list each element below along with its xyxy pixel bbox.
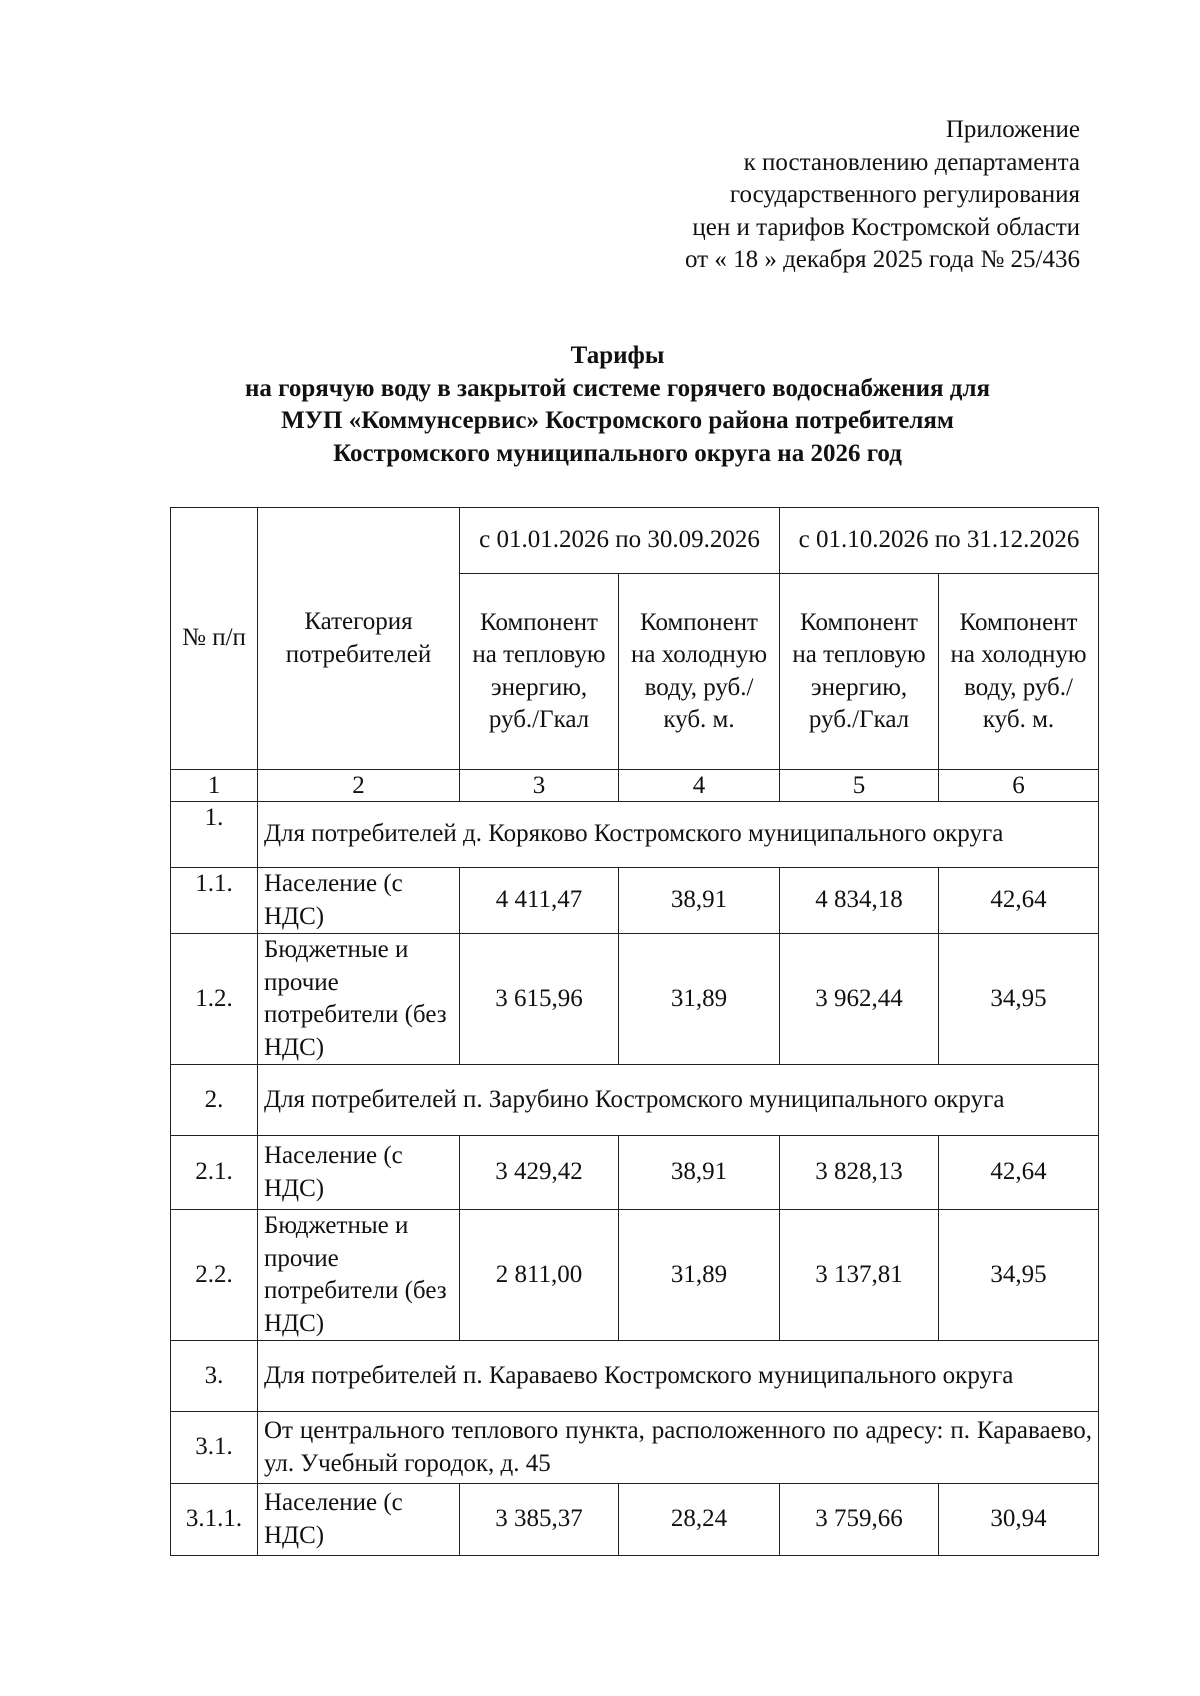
row-value: 3 137,81 [780,1210,939,1341]
column-number: 1 [171,770,258,802]
row-value: 3 385,37 [460,1484,619,1556]
row-num: 1.2. [171,934,258,1065]
row-category: Бюджетные и прочие потребители (без НДС) [258,934,460,1065]
column-number: 2 [258,770,460,802]
section-row [171,1412,1099,1484]
document-title [0,340,1200,470]
appendix-block [685,114,1080,277]
row-value: 31,89 [619,934,780,1065]
table-header-row [171,508,1099,574]
row-value: 3 429,42 [460,1136,619,1210]
column-number: 6 [939,770,1099,802]
row-num: 1.1. [171,868,258,934]
row-num: 3.1. [171,1412,258,1484]
tariffs-table [170,507,1099,1556]
section-text: Для потребителей п. Зарубино Костромского муниципального округа [258,1065,1099,1136]
title-line: Костромского муниципального округа на 2026 год [333,439,902,467]
row-num: 3. [171,1341,258,1412]
table-row [171,1484,1099,1556]
section-text: Для потребителей д. Коряково Костромского муниципального округа [258,802,1099,868]
row-value: 3 615,96 [460,934,619,1065]
appendix-line: к постановлению департамента [743,148,1080,176]
table-row [171,934,1099,1065]
appendix-line: Приложение [945,116,1080,143]
appendix-line: государственного регулирования [729,181,1080,208]
section-text: От центрального теплового пункта, расположенного по адресу: п. Караваево, ул. Учебный городок, д. 45 [258,1412,1099,1484]
header-category: Категория потребителей [258,508,460,770]
row-value: 38,91 [619,868,780,934]
row-value: 3 759,66 [780,1484,939,1556]
header-cold-2: Компонент на холодную воду, руб./куб. м. [939,574,1099,770]
row-value: 42,64 [939,868,1099,934]
row-value: 34,95 [939,934,1099,1065]
section-text: Для потребителей п. Караваево Костромского муниципального округа [258,1341,1099,1412]
row-category: Население (с НДС) [258,1484,460,1556]
row-value: 28,24 [619,1484,780,1556]
table-row [171,868,1099,934]
header-heat-1: Компонент на тепловую энергию, руб./Гкал [460,574,619,770]
row-value: 2 811,00 [460,1210,619,1341]
column-number: 5 [780,770,939,802]
section-row [171,1341,1099,1412]
section-row [171,802,1099,868]
row-value: 3 828,13 [780,1136,939,1210]
row-value: 3 962,44 [780,934,939,1065]
row-num: 2.1. [171,1136,258,1210]
header-cold-1: Компонент на холодную воду, руб./куб. м. [619,574,780,770]
title-line: МУП «Коммунсервис» Костромского района потребителям [281,407,954,434]
header-heat-2: Компонент на тепловую энергию, руб./Гкал [780,574,939,770]
row-num: 1. [171,802,258,868]
row-num: 2. [171,1065,258,1136]
table-row [171,1210,1099,1341]
header-period-2: с 01.10.2026 по 31.12.2026 [780,508,1099,574]
row-value: 31,89 [619,1210,780,1341]
table-row [171,1136,1099,1210]
row-num: 2.2. [171,1210,258,1341]
column-number: 3 [460,770,619,802]
section-row [171,1065,1099,1136]
row-value: 30,94 [939,1484,1099,1556]
column-number-row [171,770,1099,802]
row-category: Бюджетные и прочие потребители (без НДС) [258,1210,460,1341]
row-value: 34,95 [939,1210,1099,1341]
row-value: 4 834,18 [780,868,939,934]
row-value: 38,91 [619,1136,780,1210]
header-period-1: с 01.01.2026 по 30.09.2026 [460,508,780,574]
row-num: 3.1.1. [171,1484,258,1556]
appendix-line: от « 18 » декабря 2025 года № 25/436 [684,246,1080,273]
row-category: Население (с НДС) [258,868,460,934]
title-line: на горячую воду в закрытой системе горячего водоснабжения для [245,374,990,402]
appendix-line: цен и тарифов Костромской области [692,213,1080,241]
row-value: 42,64 [939,1136,1099,1210]
title-line: Тарифы [570,342,665,369]
row-category: Население (с НДС) [258,1136,460,1210]
column-number: 4 [619,770,780,802]
row-value: 4 411,47 [460,868,619,934]
header-num: № п/п [171,508,258,770]
